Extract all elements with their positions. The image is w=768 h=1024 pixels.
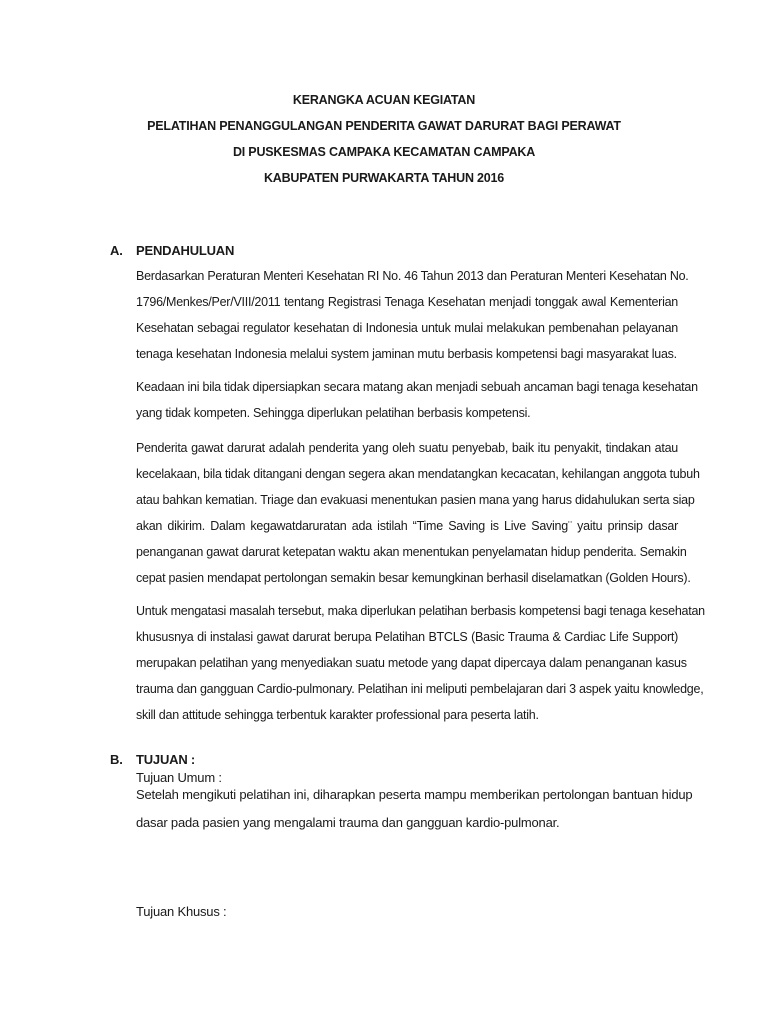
section-b-heading <box>110 752 195 767</box>
paragraph-line: Berdasarkan Peraturan Menteri Kesehatan RI No. 46 Tahun 2013 dan Peraturan Menteri Kesehatan No. <box>136 269 689 283</box>
paragraph-line: merupakan pelatihan yang menyediakan suatu metode yang dapat dipercaya dalam penanganan kasus <box>136 656 687 670</box>
section-b-title: TUJUAN : <box>136 752 196 767</box>
paragraph-line: kecelakaan, bila tidak ditangani dengan segera akan mendatangkan kecacatan, kehilangan anggota tubuh <box>136 467 700 481</box>
paragraph-line: penanganan gawat darurat ketepatan waktu akan menentukan penyelamatan hidup penderita. Semakin <box>136 545 687 559</box>
general-objective-label: Tujuan Umum : <box>136 770 222 785</box>
document-title-block <box>0 92 768 196</box>
section-a-paragraph-1 <box>136 263 689 367</box>
section-b-letter: B. <box>110 752 123 767</box>
section-a-letter: A. <box>110 243 123 258</box>
paragraph-line: cepat pasien mendapat pertolongan semakin besar kemungkinan berhasil diselamatkan (Golden Hours). <box>136 571 691 585</box>
paragraph-line: akan dikirim. Dalam kegawatdaruratan ada istilah “Time Saving is Live Saving¨ yaitu prinsip dasar <box>136 519 678 533</box>
general-objective-text <box>136 786 693 842</box>
paragraph-line: yang tidak kompeten. Sehingga diperlukan pelatihan berbasis kompetensi. <box>136 406 531 420</box>
paragraph-line: Untuk mengatasi masalah tersebut, maka diperlukan pelatihan berbasis kompetensi bagi tenaga kesehatan <box>136 604 705 618</box>
section-a-paragraph-2 <box>136 374 698 426</box>
paragraph-line: dasar pada pasien yang mengalami trauma dan gangguan kardio-pulmonar. <box>136 815 560 830</box>
paragraph-line: tenaga kesehatan Indonesia melalui system jaminan mutu berbasis kompetensi bagi masyarakat luas. <box>136 347 677 361</box>
paragraph-line: khususnya di instalasi gawat darurat berupa Pelatihan BTCLS (Basic Trauma & Cardiac Life Support) <box>136 630 678 644</box>
title-line-1: KERANGKA ACUAN KEGIATAN <box>292 93 476 107</box>
title-line-4: KABUPATEN PURWAKARTA TAHUN 2016 <box>263 171 505 185</box>
title-line-2: PELATIHAN PENANGGULANGAN PENDERITA GAWAT DARURAT BAGI PERAWAT <box>147 119 621 133</box>
paragraph-line: 1796/Menkes/Per/VIII/2011 tentang Registrasi Tenaga Kesehatan menjadi tonggak awal Kementerian <box>136 295 678 309</box>
paragraph-line: atau bahkan kematian. Triage dan evakuasi menentukan pasien mana yang harus didahulukan serta siap <box>136 493 695 507</box>
title-line-3: DI PUSKESMAS CAMPAKA KECAMATAN CAMPAKA <box>232 145 536 159</box>
paragraph-line: Penderita gawat darurat adalah penderita yang oleh suatu penyebab, baik itu penyakit, tindakan atau <box>136 441 678 455</box>
specific-objective-label: Tujuan Khusus : <box>136 904 227 919</box>
section-a-paragraph-4 <box>136 598 705 728</box>
paragraph-line: trauma dan gangguan Cardio-pulmonary. Pelatihan ini meliputi pembelajaran dari 3 aspek yaitu knowledge, <box>136 682 704 696</box>
paragraph-line: Kesehatan sebagai regulator kesehatan di Indonesia untuk mulai melakukan pembenahan pelayanan <box>136 321 678 335</box>
paragraph-line: Setelah mengikuti pelatihan ini, diharapkan peserta mampu memberikan pertolongan bantuan hidup <box>136 787 693 802</box>
section-a-heading <box>110 243 234 258</box>
section-a-paragraph-3 <box>136 435 700 591</box>
paragraph-line: Keadaan ini bila tidak dipersiapkan secara matang akan menjadi sebuah ancaman bagi tenaga kesehatan <box>136 380 698 394</box>
paragraph-line: skill dan attitude sehingga terbentuk karakter professional para peserta latih. <box>136 708 539 722</box>
section-a-title: PENDAHULUAN <box>136 243 235 258</box>
